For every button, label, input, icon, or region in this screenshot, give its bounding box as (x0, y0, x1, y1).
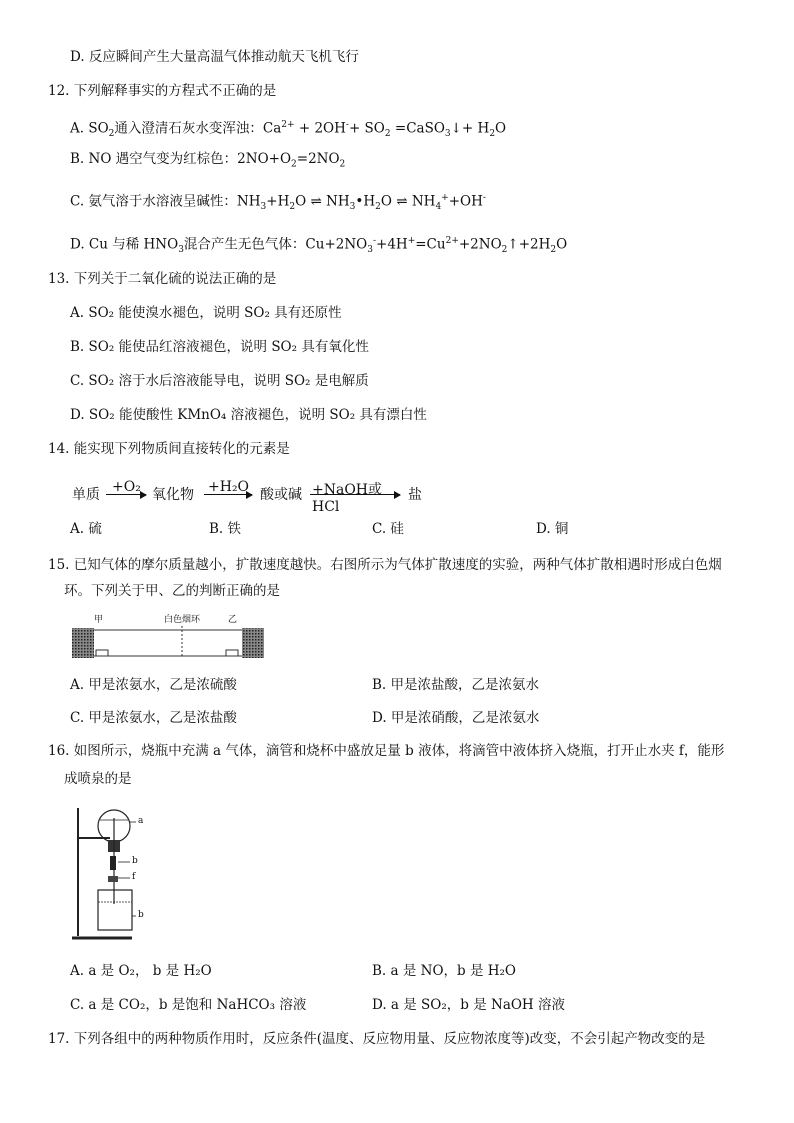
left-cotton (96, 650, 108, 656)
q16-fountain-figure (72, 804, 152, 944)
fig-label-b-beaker: b (138, 910, 144, 920)
cond-o2: +O₂ (112, 479, 141, 495)
q12-option-b: B. NO 遇空气变为红棕色：$2NO+O_2=2NO_2$ (70, 151, 346, 170)
left-stopper (72, 628, 94, 658)
q15-stem-line1: 15. 已知气体的摩尔质量越小，扩散速度越快。右图所示为气体扩散速度的实验，两种气体扩散相遇时形成白色烟 (48, 557, 722, 573)
q14-option-c: C. 硅 (372, 521, 404, 537)
q15-option-c: C. 甲是浓氨水，乙是浓盐酸 (70, 710, 237, 726)
q12-option-a: A. $SO_2$通入澄清石灰水变浑浊：$Ca^{2+} + 2OH^-+ SO_2$ =CaSO$_3$↓+ $H_2O$ (70, 120, 507, 140)
q14-option-d: D. 铜 (536, 521, 569, 537)
q14-stem: 14. 能实现下列物质间直接转化的元素是 (48, 441, 290, 457)
fig-label-smoke-ring: 白色烟环 (164, 615, 201, 625)
cond-h2o: +H₂O (208, 479, 250, 495)
clip-f (108, 876, 118, 882)
q15-option-b: B. 甲是浓盐酸，乙是浓氨水 (372, 677, 540, 693)
fig-label-jia: 甲 (94, 615, 104, 625)
q16-option-b: B. a 是 NO，b 是 H₂O (372, 963, 516, 979)
q16-option-a: A. a 是 O₂， b 是 H₂O (70, 963, 212, 979)
arrow-3 (310, 482, 400, 515)
q16-stem-line1: 16. 如图所示，烧瓶中充满 a 气体，滴管和烧杯中盛放足量 b 液体，将滴管中液体挤入烧瓶，打开止水夹 f，能形 (48, 743, 725, 759)
q17-stem: 17. 下列各组中的两种物质作用时，反应条件(温度、反应物用量、反应物浓度等)改变，不会引起产物改变的是 (48, 1031, 706, 1047)
chain-acid-base: 酸或碱 (260, 487, 302, 503)
q12-option-d: D. Cu 与稀 $HNO_3$混合产生无色气体：$Cu+2NO_3^-+4H^+=Cu^{2+}+2NO_2↑+2H_2O$ (70, 236, 568, 256)
cond-naoh-hcl: +NaOH或HCl (312, 482, 383, 515)
right-cotton (226, 650, 238, 656)
q15-option-d: D. 甲是浓硝酸，乙是浓氨水 (372, 710, 540, 726)
q12-option-c: C. 氨气溶于水溶液呈碱性：$NH_3+H_2O$ ⇌ $NH_3•H_2O$ ⇌ $NH_4^++OH^-$ (70, 193, 486, 213)
q15-option-a: A. 甲是浓氨水，乙是浓硫酸 (70, 677, 237, 693)
q16-stem-line2: 成喷泉的是 (64, 771, 132, 787)
q12-stem: 12. 下列解释事实的方程式不正确的是 (48, 83, 277, 99)
fig-label-a: a (138, 816, 144, 826)
chain-salt: 盐 (408, 487, 422, 503)
q15-diffusion-figure (72, 612, 264, 660)
right-stopper (242, 628, 264, 658)
q14-option-a: A. 硫 (70, 521, 102, 537)
arrow-2 (204, 479, 252, 495)
q13-option-c: C. SO₂ 溶于水后溶液能导电，说明 SO₂ 是电解质 (70, 373, 369, 389)
q13-option-a: A. SO₂ 能使溴水褪色，说明 SO₂ 具有还原性 (70, 305, 342, 321)
fig-label-f: f (132, 872, 136, 882)
q14-option-b: B. 铁 (209, 521, 242, 537)
q15-stem-line2: 环。下列关于甲、乙的判断正确的是 (64, 583, 280, 599)
fig-label-b-dropper: b (132, 856, 138, 866)
arrow-1 (106, 479, 146, 495)
q16-option-c: C. a 是 CO₂，b 是饱和 NaHCO₃ 溶液 (70, 997, 307, 1013)
q16-option-d: D. a 是 SO₂，b 是 NaOH 溶液 (372, 997, 566, 1013)
beaker (98, 890, 132, 930)
chain-oxide: 氧化物 (152, 487, 194, 503)
q14-conversion-chain (72, 478, 452, 515)
q13-stem: 13. 下列关于二氧化硫的说法正确的是 (48, 271, 277, 287)
dropper-bulb (110, 856, 116, 870)
fig-label-yi: 乙 (228, 615, 238, 625)
q11-option-d: D. 反应瞬间产生大量高温气体推动航天飞机飞行 (70, 49, 359, 65)
q13-option-b: B. SO₂ 能使品红溶液褪色，说明 SO₂ 具有氧化性 (70, 339, 369, 355)
chain-elemental: 单质 (72, 487, 100, 503)
q13-option-d: D. SO₂ 能使酸性 KMnO₄ 溶液褪色，说明 SO₂ 具有漂白性 (70, 407, 427, 423)
